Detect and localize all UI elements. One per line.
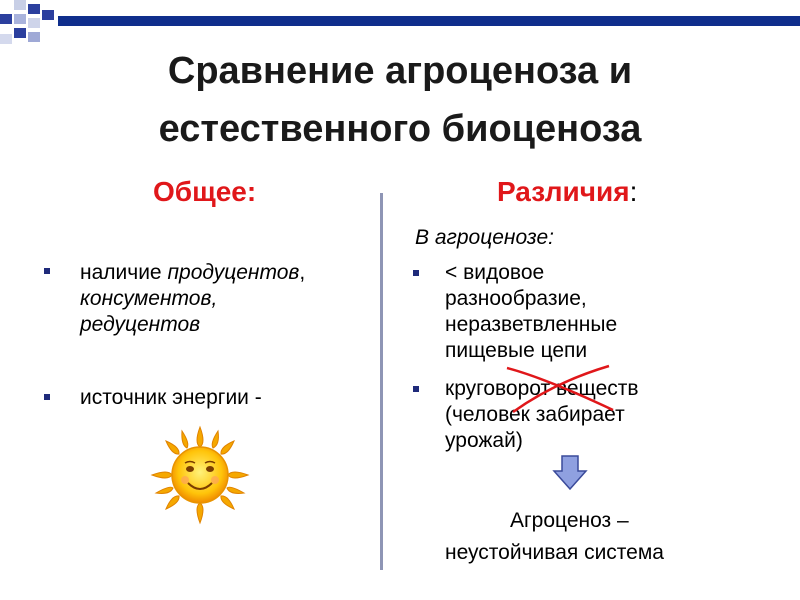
bullet-icon: [413, 270, 419, 276]
top-band: [58, 16, 800, 26]
title-line-1: Сравнение агроценоза и: [167, 50, 633, 92]
column-divider: [380, 193, 383, 570]
right-item-1: < видовое разнообразие, неразветвленные пищевые цепи: [445, 261, 618, 362]
slide-title: [0, 42, 800, 158]
conclusion-line-2: неустойчивая система: [445, 541, 664, 564]
conclusion-line-1: Агроценоз –: [510, 509, 629, 532]
title-line-2: естественного биоценоза: [158, 108, 642, 150]
right-subheading: В агроценозе:: [415, 226, 554, 249]
right-item-2: круговорот веществ (человек забирает урожай): [445, 377, 639, 452]
left-heading: Общее:: [153, 176, 257, 207]
sun-icon: [150, 425, 250, 525]
bullet-icon: [413, 386, 419, 392]
right-heading: Различия:: [497, 176, 638, 207]
bullet-icon: [44, 394, 50, 400]
bullet-icon: [44, 268, 50, 274]
down-arrow-icon: [552, 455, 588, 491]
cross-out-mark: [505, 364, 615, 416]
left-item-1: наличие продуцентов, консументов, редуцентов: [80, 261, 306, 336]
left-item-2: источник энергии -: [80, 386, 262, 409]
